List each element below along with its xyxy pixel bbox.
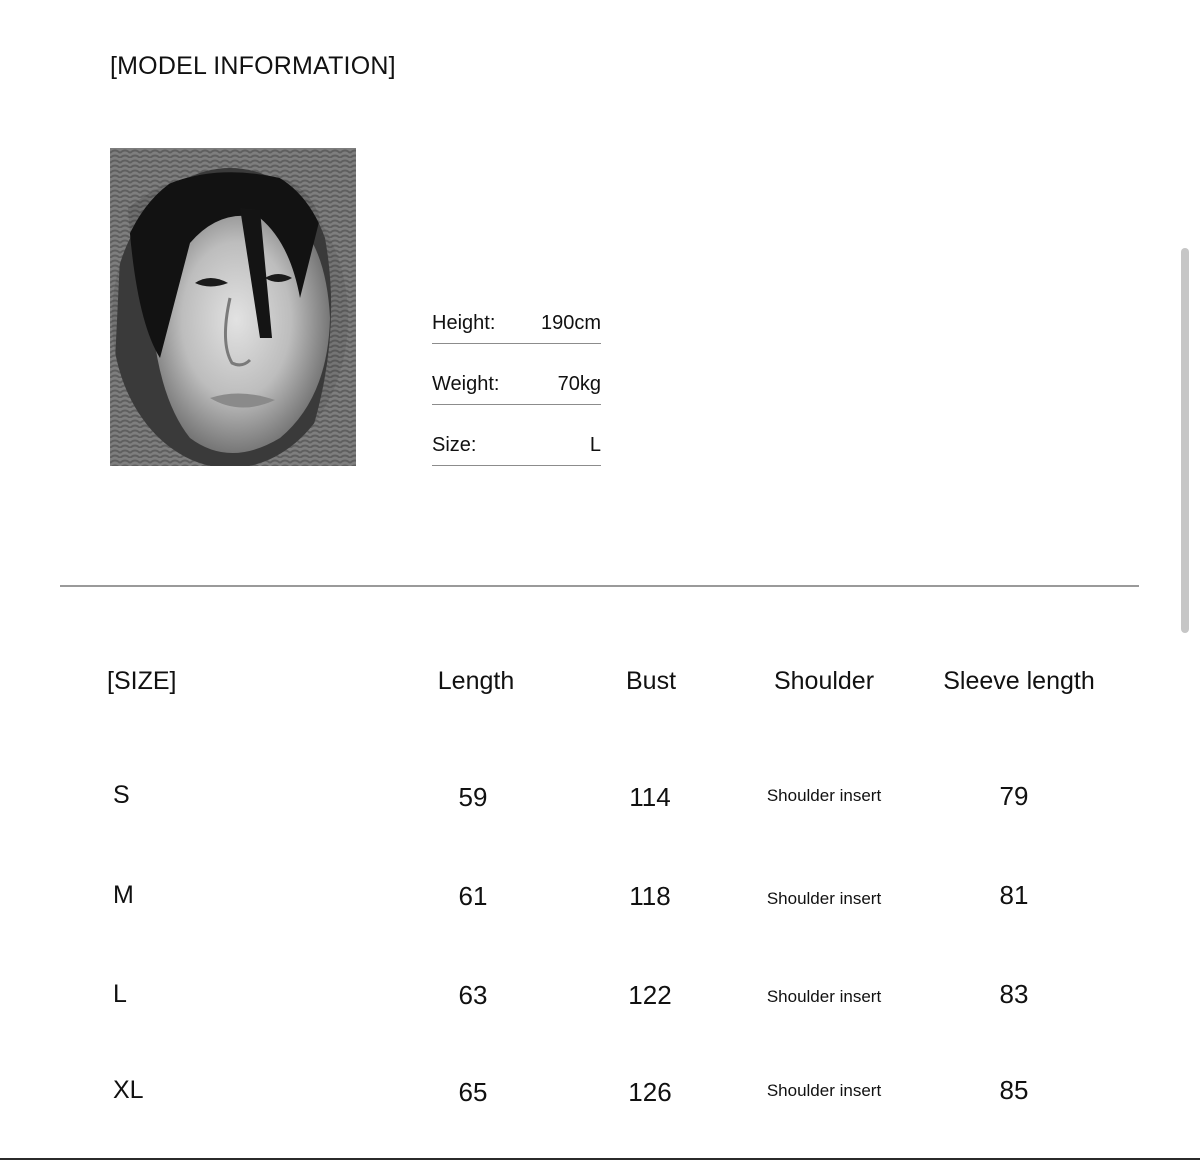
bust-header: Bust (625, 667, 677, 695)
table-cell-sleeve: 85 (999, 1075, 1029, 1105)
table-cell-sleeve: 81 (999, 880, 1029, 910)
table-cell-length: 59 (458, 782, 488, 812)
table-cell-bust: 114 (629, 782, 671, 812)
table-row-size: S (113, 781, 130, 809)
table-cell-length: 63 (458, 980, 488, 1010)
table-row-size: L (113, 980, 127, 1008)
stat-value: 190cm (540, 312, 601, 334)
stat-label: Height: (432, 312, 496, 334)
length-header: Length (437, 667, 515, 695)
table-cell-bust: 118 (629, 881, 671, 911)
stat-value: 70kg (557, 373, 601, 395)
table-cell-shoulder: Shoulder insert (766, 786, 882, 805)
table-cell-shoulder: Shoulder insert (766, 1081, 882, 1100)
table-cell-length: 65 (458, 1077, 488, 1107)
table-cell-sleeve: 83 (999, 979, 1029, 1009)
stat-label: Size: (432, 434, 477, 456)
stat-value: L (589, 434, 601, 456)
vertical-scrollbar[interactable] (1181, 248, 1189, 633)
table-cell-sleeve: 79 (999, 781, 1029, 811)
table-cell-bust: 122 (628, 980, 672, 1010)
table-row-size: XL (113, 1076, 144, 1104)
sleeve-length-header: Sleeve length (943, 667, 1095, 695)
size-header: [SIZE] (107, 667, 177, 695)
model-info-title: [MODEL INFORMATION] (110, 52, 396, 80)
table-cell-shoulder: Shoulder insert (766, 987, 882, 1006)
table-cell-length: 61 (458, 881, 488, 911)
table-cell-bust: 126 (628, 1077, 672, 1107)
table-row-size: M (113, 881, 134, 909)
stat-label: Weight: (432, 373, 500, 395)
bottom-border (0, 1158, 1200, 1160)
shoulder-header: Shoulder (773, 667, 875, 695)
table-cell-shoulder: Shoulder insert (766, 889, 882, 908)
